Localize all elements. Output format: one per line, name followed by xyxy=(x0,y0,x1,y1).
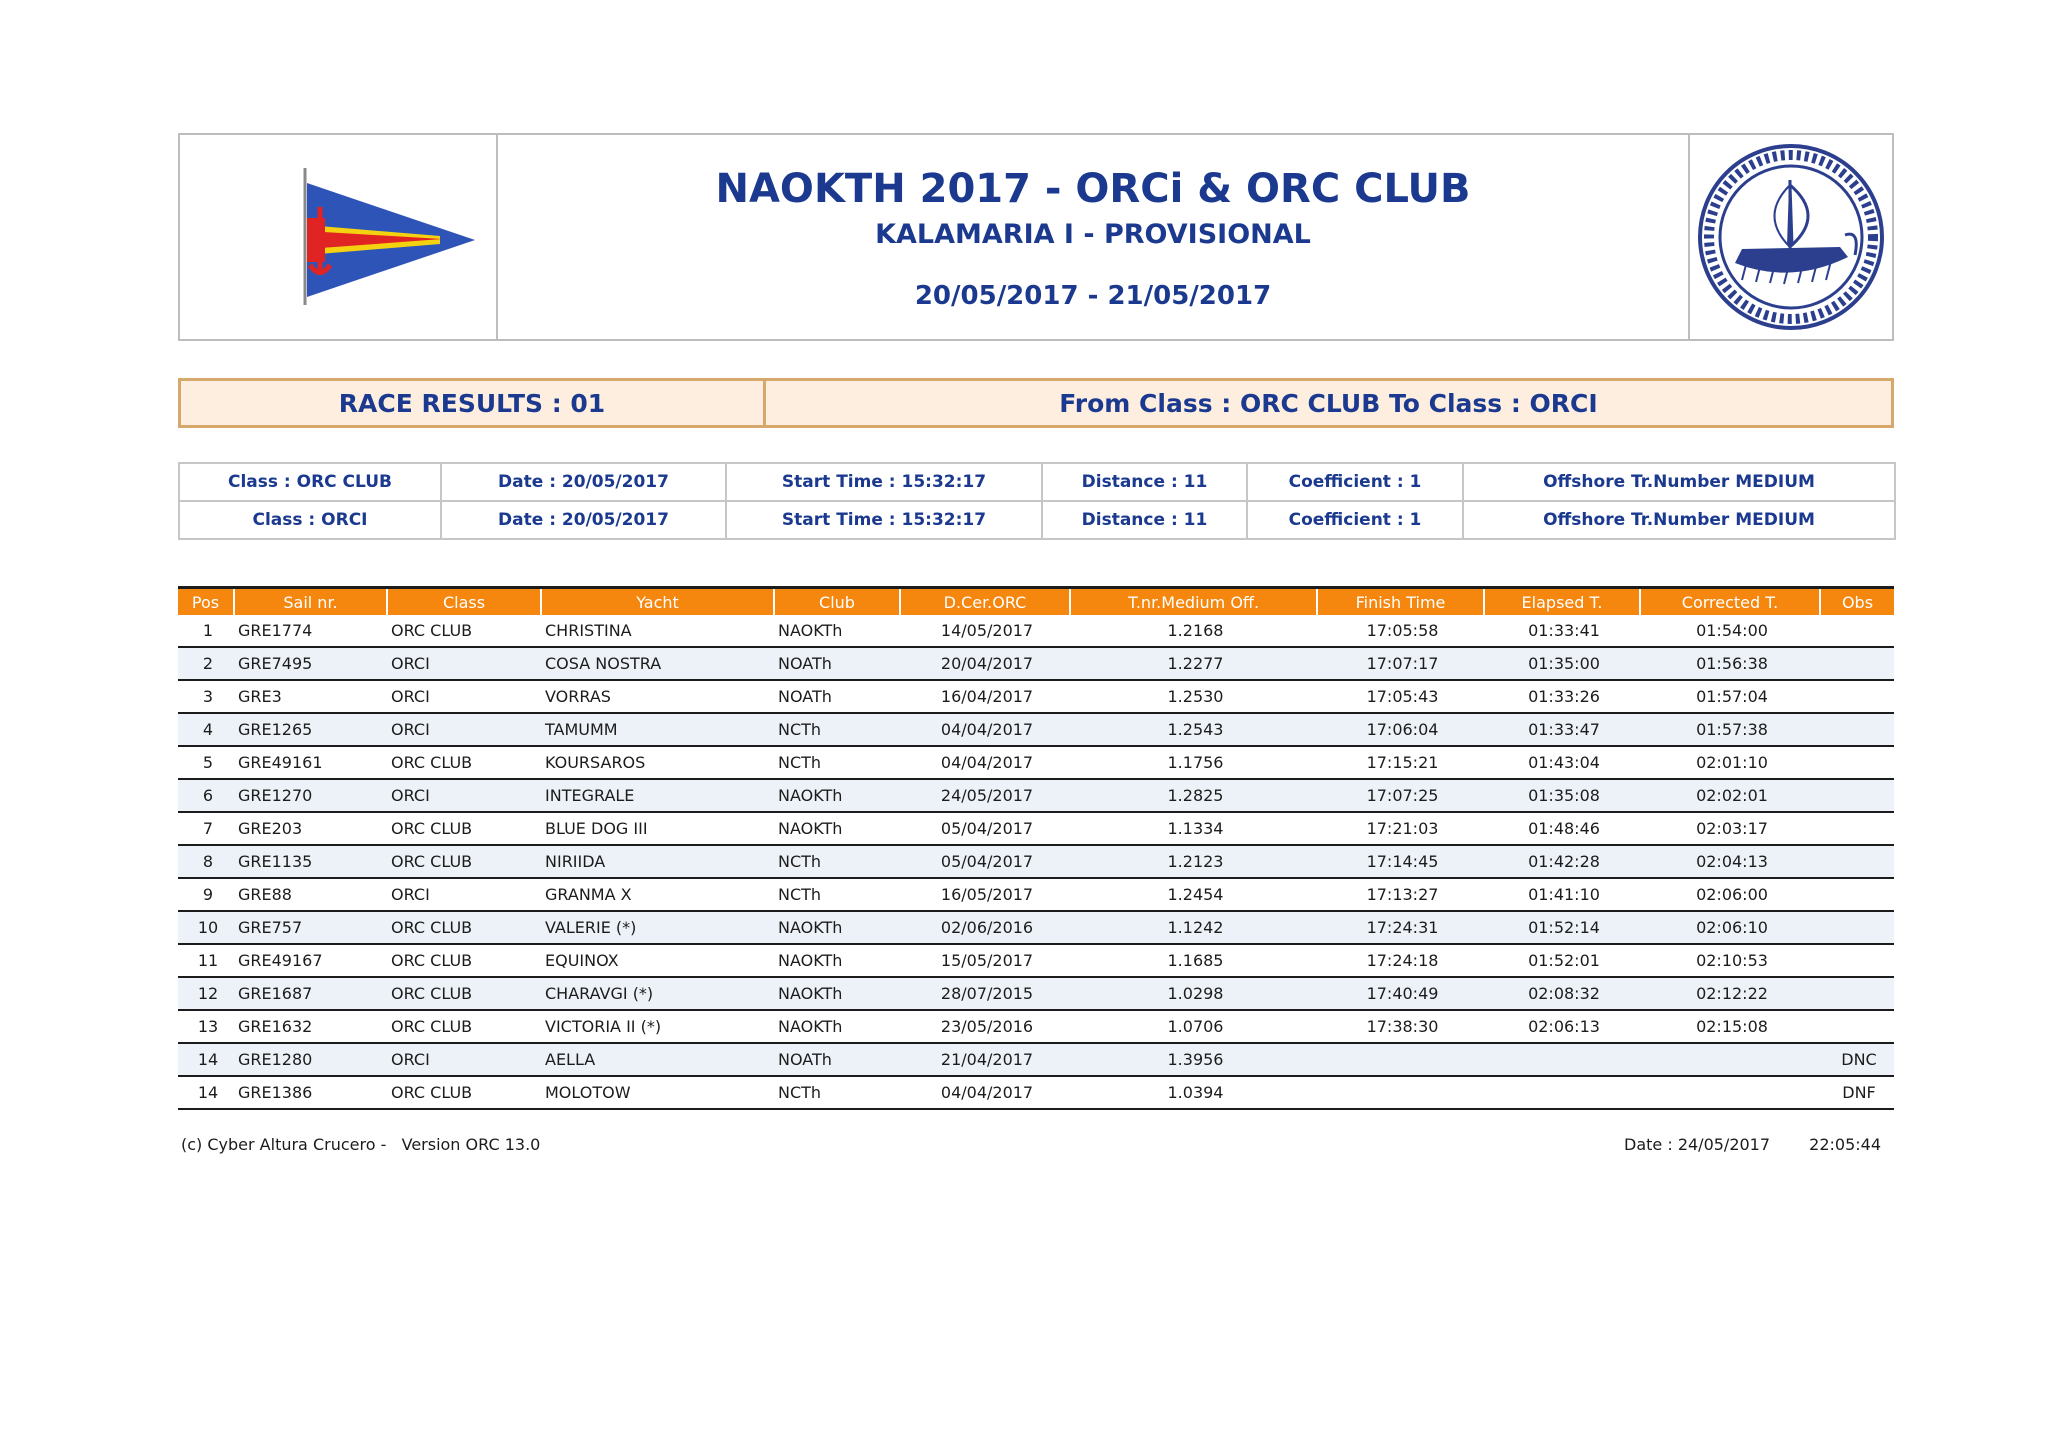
footer-time: 22:05:44 xyxy=(1809,1135,1881,1154)
class-info-date: Date : 20/05/2017 xyxy=(441,463,726,501)
cell-class: ORCI xyxy=(387,878,541,911)
cell-yacht: VALERIE (*) xyxy=(541,911,774,944)
cell-finish-time: 17:21:03 xyxy=(1317,812,1484,845)
cell-pos: 1 xyxy=(178,615,234,647)
cell-corrected-time xyxy=(1640,1043,1820,1076)
cell-corrected-time: 02:12:22 xyxy=(1640,977,1820,1010)
cell-tnr-medium: 1.2530 xyxy=(1070,680,1317,713)
race-results-bar xyxy=(178,378,1894,428)
cell-dcer-orc: 23/05/2016 xyxy=(900,1010,1070,1043)
column-header-corrected-time: Corrected T. xyxy=(1640,588,1820,616)
cell-sail-nr: GRE49161 xyxy=(234,746,387,779)
column-header-sail-nr: Sail nr. xyxy=(234,588,387,616)
cell-pos: 6 xyxy=(178,779,234,812)
cell-yacht: NIRIIDA xyxy=(541,845,774,878)
column-header-obs: Obs xyxy=(1820,588,1894,616)
cell-pos: 8 xyxy=(178,845,234,878)
cell-corrected-time: 01:57:04 xyxy=(1640,680,1820,713)
table-row xyxy=(178,845,1894,878)
cell-tnr-medium: 1.1242 xyxy=(1070,911,1317,944)
cell-sail-nr: GRE1280 xyxy=(234,1043,387,1076)
cell-yacht: AELLA xyxy=(541,1043,774,1076)
cell-tnr-medium: 1.2454 xyxy=(1070,878,1317,911)
cell-finish-time: 17:38:30 xyxy=(1317,1010,1484,1043)
column-header-finish-time: Finish Time xyxy=(1317,588,1484,616)
cell-sail-nr: GRE7495 xyxy=(234,647,387,680)
cell-sail-nr: GRE1135 xyxy=(234,845,387,878)
cell-corrected-time: 02:06:10 xyxy=(1640,911,1820,944)
cell-elapsed-time: 02:06:13 xyxy=(1484,1010,1640,1043)
cell-club: NAOKTh xyxy=(774,944,900,977)
cell-dcer-orc: 15/05/2017 xyxy=(900,944,1070,977)
cell-elapsed-time: 01:35:00 xyxy=(1484,647,1640,680)
race-number: RACE RESULTS : 01 xyxy=(181,381,766,425)
cell-sail-nr: GRE1386 xyxy=(234,1076,387,1109)
cell-dcer-orc: 21/04/2017 xyxy=(900,1043,1070,1076)
cell-sail-nr: GRE203 xyxy=(234,812,387,845)
cell-corrected-time: 01:57:38 xyxy=(1640,713,1820,746)
cell-elapsed-time: 01:43:04 xyxy=(1484,746,1640,779)
cell-corrected-time: 02:03:17 xyxy=(1640,812,1820,845)
cell-club: NCTh xyxy=(774,746,900,779)
cell-tnr-medium: 1.1756 xyxy=(1070,746,1317,779)
cell-finish-time: 17:24:18 xyxy=(1317,944,1484,977)
cell-elapsed-time: 01:52:01 xyxy=(1484,944,1640,977)
column-header-pos: Pos xyxy=(178,588,234,616)
cell-club: NAOKTh xyxy=(774,977,900,1010)
cell-yacht: KOURSAROS xyxy=(541,746,774,779)
cell-class: ORC CLUB xyxy=(387,911,541,944)
page-title: NAOKTH 2017 - ORCi & ORC CLUB xyxy=(715,166,1471,212)
cell-class: ORC CLUB xyxy=(387,944,541,977)
cell-yacht: MOLOTOW xyxy=(541,1076,774,1109)
cell-club: NOATh xyxy=(774,647,900,680)
cell-tnr-medium: 1.2168 xyxy=(1070,615,1317,647)
table-row xyxy=(178,713,1894,746)
cell-elapsed-time: 01:48:46 xyxy=(1484,812,1640,845)
cell-sail-nr: GRE1270 xyxy=(234,779,387,812)
cell-obs xyxy=(1820,911,1894,944)
cell-pos: 11 xyxy=(178,944,234,977)
table-row xyxy=(178,1076,1894,1109)
cell-pos: 10 xyxy=(178,911,234,944)
cell-finish-time xyxy=(1317,1043,1484,1076)
cell-yacht: TAMUMM xyxy=(541,713,774,746)
class-info-distance: Distance : 11 xyxy=(1042,501,1247,539)
cell-sail-nr: GRE3 xyxy=(234,680,387,713)
seal-logo-cell xyxy=(1690,135,1892,339)
cell-dcer-orc: 05/04/2017 xyxy=(900,812,1070,845)
cell-corrected-time xyxy=(1640,1076,1820,1109)
cell-obs xyxy=(1820,615,1894,647)
cell-dcer-orc: 02/06/2016 xyxy=(900,911,1070,944)
header-title-cell xyxy=(498,135,1690,339)
cell-pos: 5 xyxy=(178,746,234,779)
cell-tnr-medium: 1.2277 xyxy=(1070,647,1317,680)
table-row xyxy=(178,878,1894,911)
column-header-class: Class xyxy=(387,588,541,616)
cell-club: NAOKTh xyxy=(774,812,900,845)
cell-pos: 9 xyxy=(178,878,234,911)
cell-obs xyxy=(1820,878,1894,911)
cell-class: ORCI xyxy=(387,713,541,746)
cell-obs: DNF xyxy=(1820,1076,1894,1109)
cell-finish-time: 17:15:21 xyxy=(1317,746,1484,779)
cell-finish-time: 17:06:04 xyxy=(1317,713,1484,746)
footer-date: Date : 24/05/2017 xyxy=(1624,1135,1771,1154)
cell-pos: 2 xyxy=(178,647,234,680)
cell-class: ORC CLUB xyxy=(387,812,541,845)
class-info-row xyxy=(179,463,1895,501)
column-header-dcer-orc: D.Cer.ORC xyxy=(900,588,1070,616)
cell-tnr-medium: 1.0298 xyxy=(1070,977,1317,1010)
cell-obs xyxy=(1820,812,1894,845)
page-header xyxy=(178,133,1894,341)
cell-pos: 14 xyxy=(178,1043,234,1076)
cell-pos: 12 xyxy=(178,977,234,1010)
cell-finish-time: 17:07:17 xyxy=(1317,647,1484,680)
cell-elapsed-time: 01:33:47 xyxy=(1484,713,1640,746)
cell-class: ORC CLUB xyxy=(387,746,541,779)
cell-dcer-orc: 16/04/2017 xyxy=(900,680,1070,713)
results-header-row xyxy=(178,588,1894,616)
cell-finish-time xyxy=(1317,1076,1484,1109)
cell-elapsed-time: 01:42:28 xyxy=(1484,845,1640,878)
club-seal-logo xyxy=(1690,135,1892,339)
column-header-elapsed-time: Elapsed T. xyxy=(1484,588,1640,616)
cell-yacht: GRANMA X xyxy=(541,878,774,911)
cell-obs xyxy=(1820,680,1894,713)
column-header-yacht: Yacht xyxy=(541,588,774,616)
cell-dcer-orc: 24/05/2017 xyxy=(900,779,1070,812)
event-dates: 20/05/2017 - 21/05/2017 xyxy=(914,281,1272,311)
class-info-start-time: Start Time : 15:32:17 xyxy=(726,501,1042,539)
cell-dcer-orc: 05/04/2017 xyxy=(900,845,1070,878)
cell-tnr-medium: 1.0706 xyxy=(1070,1010,1317,1043)
cell-club: NAOKTh xyxy=(774,779,900,812)
cell-class: ORCI xyxy=(387,647,541,680)
cell-pos: 7 xyxy=(178,812,234,845)
cell-corrected-time: 01:54:00 xyxy=(1640,615,1820,647)
table-row xyxy=(178,746,1894,779)
cell-yacht: CHARAVGI (*) xyxy=(541,977,774,1010)
cell-tnr-medium: 1.3956 xyxy=(1070,1043,1317,1076)
cell-class: ORC CLUB xyxy=(387,977,541,1010)
cell-obs xyxy=(1820,713,1894,746)
cell-corrected-time: 02:04:13 xyxy=(1640,845,1820,878)
cell-sail-nr: GRE1687 xyxy=(234,977,387,1010)
class-info-distance: Distance : 11 xyxy=(1042,463,1247,501)
cell-tnr-medium: 1.2543 xyxy=(1070,713,1317,746)
column-header-tnr-medium: T.nr.Medium Off. xyxy=(1070,588,1317,616)
table-row xyxy=(178,944,1894,977)
cell-corrected-time: 02:02:01 xyxy=(1640,779,1820,812)
cell-elapsed-time: 01:33:41 xyxy=(1484,615,1640,647)
cell-dcer-orc: 04/04/2017 xyxy=(900,713,1070,746)
cell-yacht: INTEGRALE xyxy=(541,779,774,812)
table-row xyxy=(178,1043,1894,1076)
cell-elapsed-time: 01:52:14 xyxy=(1484,911,1640,944)
column-header-club: Club xyxy=(774,588,900,616)
cell-obs xyxy=(1820,944,1894,977)
cell-tnr-medium: 1.2123 xyxy=(1070,845,1317,878)
class-info-date: Date : 20/05/2017 xyxy=(441,501,726,539)
cell-dcer-orc: 16/05/2017 xyxy=(900,878,1070,911)
cell-elapsed-time: 01:35:08 xyxy=(1484,779,1640,812)
cell-elapsed-time xyxy=(1484,1043,1640,1076)
cell-obs xyxy=(1820,779,1894,812)
cell-class: ORCI xyxy=(387,1043,541,1076)
table-row xyxy=(178,812,1894,845)
cell-dcer-orc: 28/07/2015 xyxy=(900,977,1070,1010)
cell-club: NAOKTh xyxy=(774,615,900,647)
cell-club: NOATh xyxy=(774,1043,900,1076)
cell-elapsed-time xyxy=(1484,1076,1640,1109)
cell-pos: 14 xyxy=(178,1076,234,1109)
cell-club: NCTh xyxy=(774,878,900,911)
cell-club: NCTh xyxy=(774,845,900,878)
cell-pos: 13 xyxy=(178,1010,234,1043)
cell-yacht: COSA NOSTRA xyxy=(541,647,774,680)
cell-corrected-time: 02:06:00 xyxy=(1640,878,1820,911)
table-row xyxy=(178,977,1894,1010)
cell-finish-time: 17:13:27 xyxy=(1317,878,1484,911)
results-table xyxy=(178,586,1894,1110)
cell-obs xyxy=(1820,647,1894,680)
cell-obs xyxy=(1820,1010,1894,1043)
class-info-table xyxy=(178,462,1896,540)
cell-corrected-time: 02:01:10 xyxy=(1640,746,1820,779)
cell-club: NAOKTh xyxy=(774,911,900,944)
cell-class: ORC CLUB xyxy=(387,1010,541,1043)
cell-club: NCTh xyxy=(774,1076,900,1109)
cell-obs xyxy=(1820,845,1894,878)
cell-corrected-time: 02:15:08 xyxy=(1640,1010,1820,1043)
class-info-start-time: Start Time : 15:32:17 xyxy=(726,463,1042,501)
cell-class: ORC CLUB xyxy=(387,845,541,878)
cell-pos: 3 xyxy=(178,680,234,713)
cell-elapsed-time: 01:33:26 xyxy=(1484,680,1640,713)
cell-class: ORCI xyxy=(387,779,541,812)
cell-tnr-medium: 1.1334 xyxy=(1070,812,1317,845)
cell-pos: 4 xyxy=(178,713,234,746)
cell-dcer-orc: 04/04/2017 xyxy=(900,1076,1070,1109)
cell-yacht: BLUE DOG III xyxy=(541,812,774,845)
cell-yacht: CHRISTINA xyxy=(541,615,774,647)
cell-dcer-orc: 20/04/2017 xyxy=(900,647,1070,680)
cell-class: ORCI xyxy=(387,680,541,713)
cell-club: NCTh xyxy=(774,713,900,746)
cell-dcer-orc: 04/04/2017 xyxy=(900,746,1070,779)
cell-club: NAOKTh xyxy=(774,1010,900,1043)
cell-dcer-orc: 14/05/2017 xyxy=(900,615,1070,647)
cell-yacht: EQUINOX xyxy=(541,944,774,977)
cell-tnr-medium: 1.0394 xyxy=(1070,1076,1317,1109)
class-info-coefficient: Coefficient : 1 xyxy=(1247,501,1463,539)
cell-sail-nr: GRE1774 xyxy=(234,615,387,647)
cell-class: ORC CLUB xyxy=(387,615,541,647)
table-row xyxy=(178,615,1894,647)
cell-elapsed-time: 02:08:32 xyxy=(1484,977,1640,1010)
footer-copyright: (c) Cyber Altura Crucero - Version ORC 13.0 xyxy=(181,1135,541,1154)
table-row xyxy=(178,647,1894,680)
table-row xyxy=(178,911,1894,944)
cell-tnr-medium: 1.1685 xyxy=(1070,944,1317,977)
cell-corrected-time: 02:10:53 xyxy=(1640,944,1820,977)
table-row xyxy=(178,680,1894,713)
club-pennant-logo xyxy=(180,135,498,339)
cell-elapsed-time: 01:41:10 xyxy=(1484,878,1640,911)
cell-yacht: VORRAS xyxy=(541,680,774,713)
class-info-coefficient: Coefficient : 1 xyxy=(1247,463,1463,501)
cell-finish-time: 17:24:31 xyxy=(1317,911,1484,944)
cell-finish-time: 17:05:58 xyxy=(1317,615,1484,647)
cell-sail-nr: GRE1632 xyxy=(234,1010,387,1043)
cell-sail-nr: GRE1265 xyxy=(234,713,387,746)
cell-yacht: VICTORIA II (*) xyxy=(541,1010,774,1043)
cell-sail-nr: GRE88 xyxy=(234,878,387,911)
class-info-offshore-number: Offshore Tr.Number MEDIUM xyxy=(1463,463,1895,501)
cell-obs xyxy=(1820,746,1894,779)
cell-finish-time: 17:40:49 xyxy=(1317,977,1484,1010)
cell-sail-nr: GRE757 xyxy=(234,911,387,944)
cell-obs xyxy=(1820,977,1894,1010)
cell-finish-time: 17:05:43 xyxy=(1317,680,1484,713)
class-range: From Class : ORC CLUB To Class : ORCI xyxy=(1059,388,1598,418)
table-row xyxy=(178,779,1894,812)
page-footer xyxy=(181,1135,1881,1154)
table-row xyxy=(178,1010,1894,1043)
cell-obs: DNC xyxy=(1820,1043,1894,1076)
cell-finish-time: 17:07:25 xyxy=(1317,779,1484,812)
cell-sail-nr: GRE49167 xyxy=(234,944,387,977)
cell-class: ORC CLUB xyxy=(387,1076,541,1109)
cell-tnr-medium: 1.2825 xyxy=(1070,779,1317,812)
class-info-class: Class : ORC CLUB xyxy=(179,463,441,501)
page-subtitle: KALAMARIA I - PROVISIONAL xyxy=(875,219,1311,250)
class-info-class: Class : ORCI xyxy=(179,501,441,539)
cell-corrected-time: 01:56:38 xyxy=(1640,647,1820,680)
class-info-row xyxy=(179,501,1895,539)
class-info-offshore-number: Offshore Tr.Number MEDIUM xyxy=(1463,501,1895,539)
cell-finish-time: 17:14:45 xyxy=(1317,845,1484,878)
pennant-logo-cell xyxy=(180,135,498,339)
cell-club: NOATh xyxy=(774,680,900,713)
